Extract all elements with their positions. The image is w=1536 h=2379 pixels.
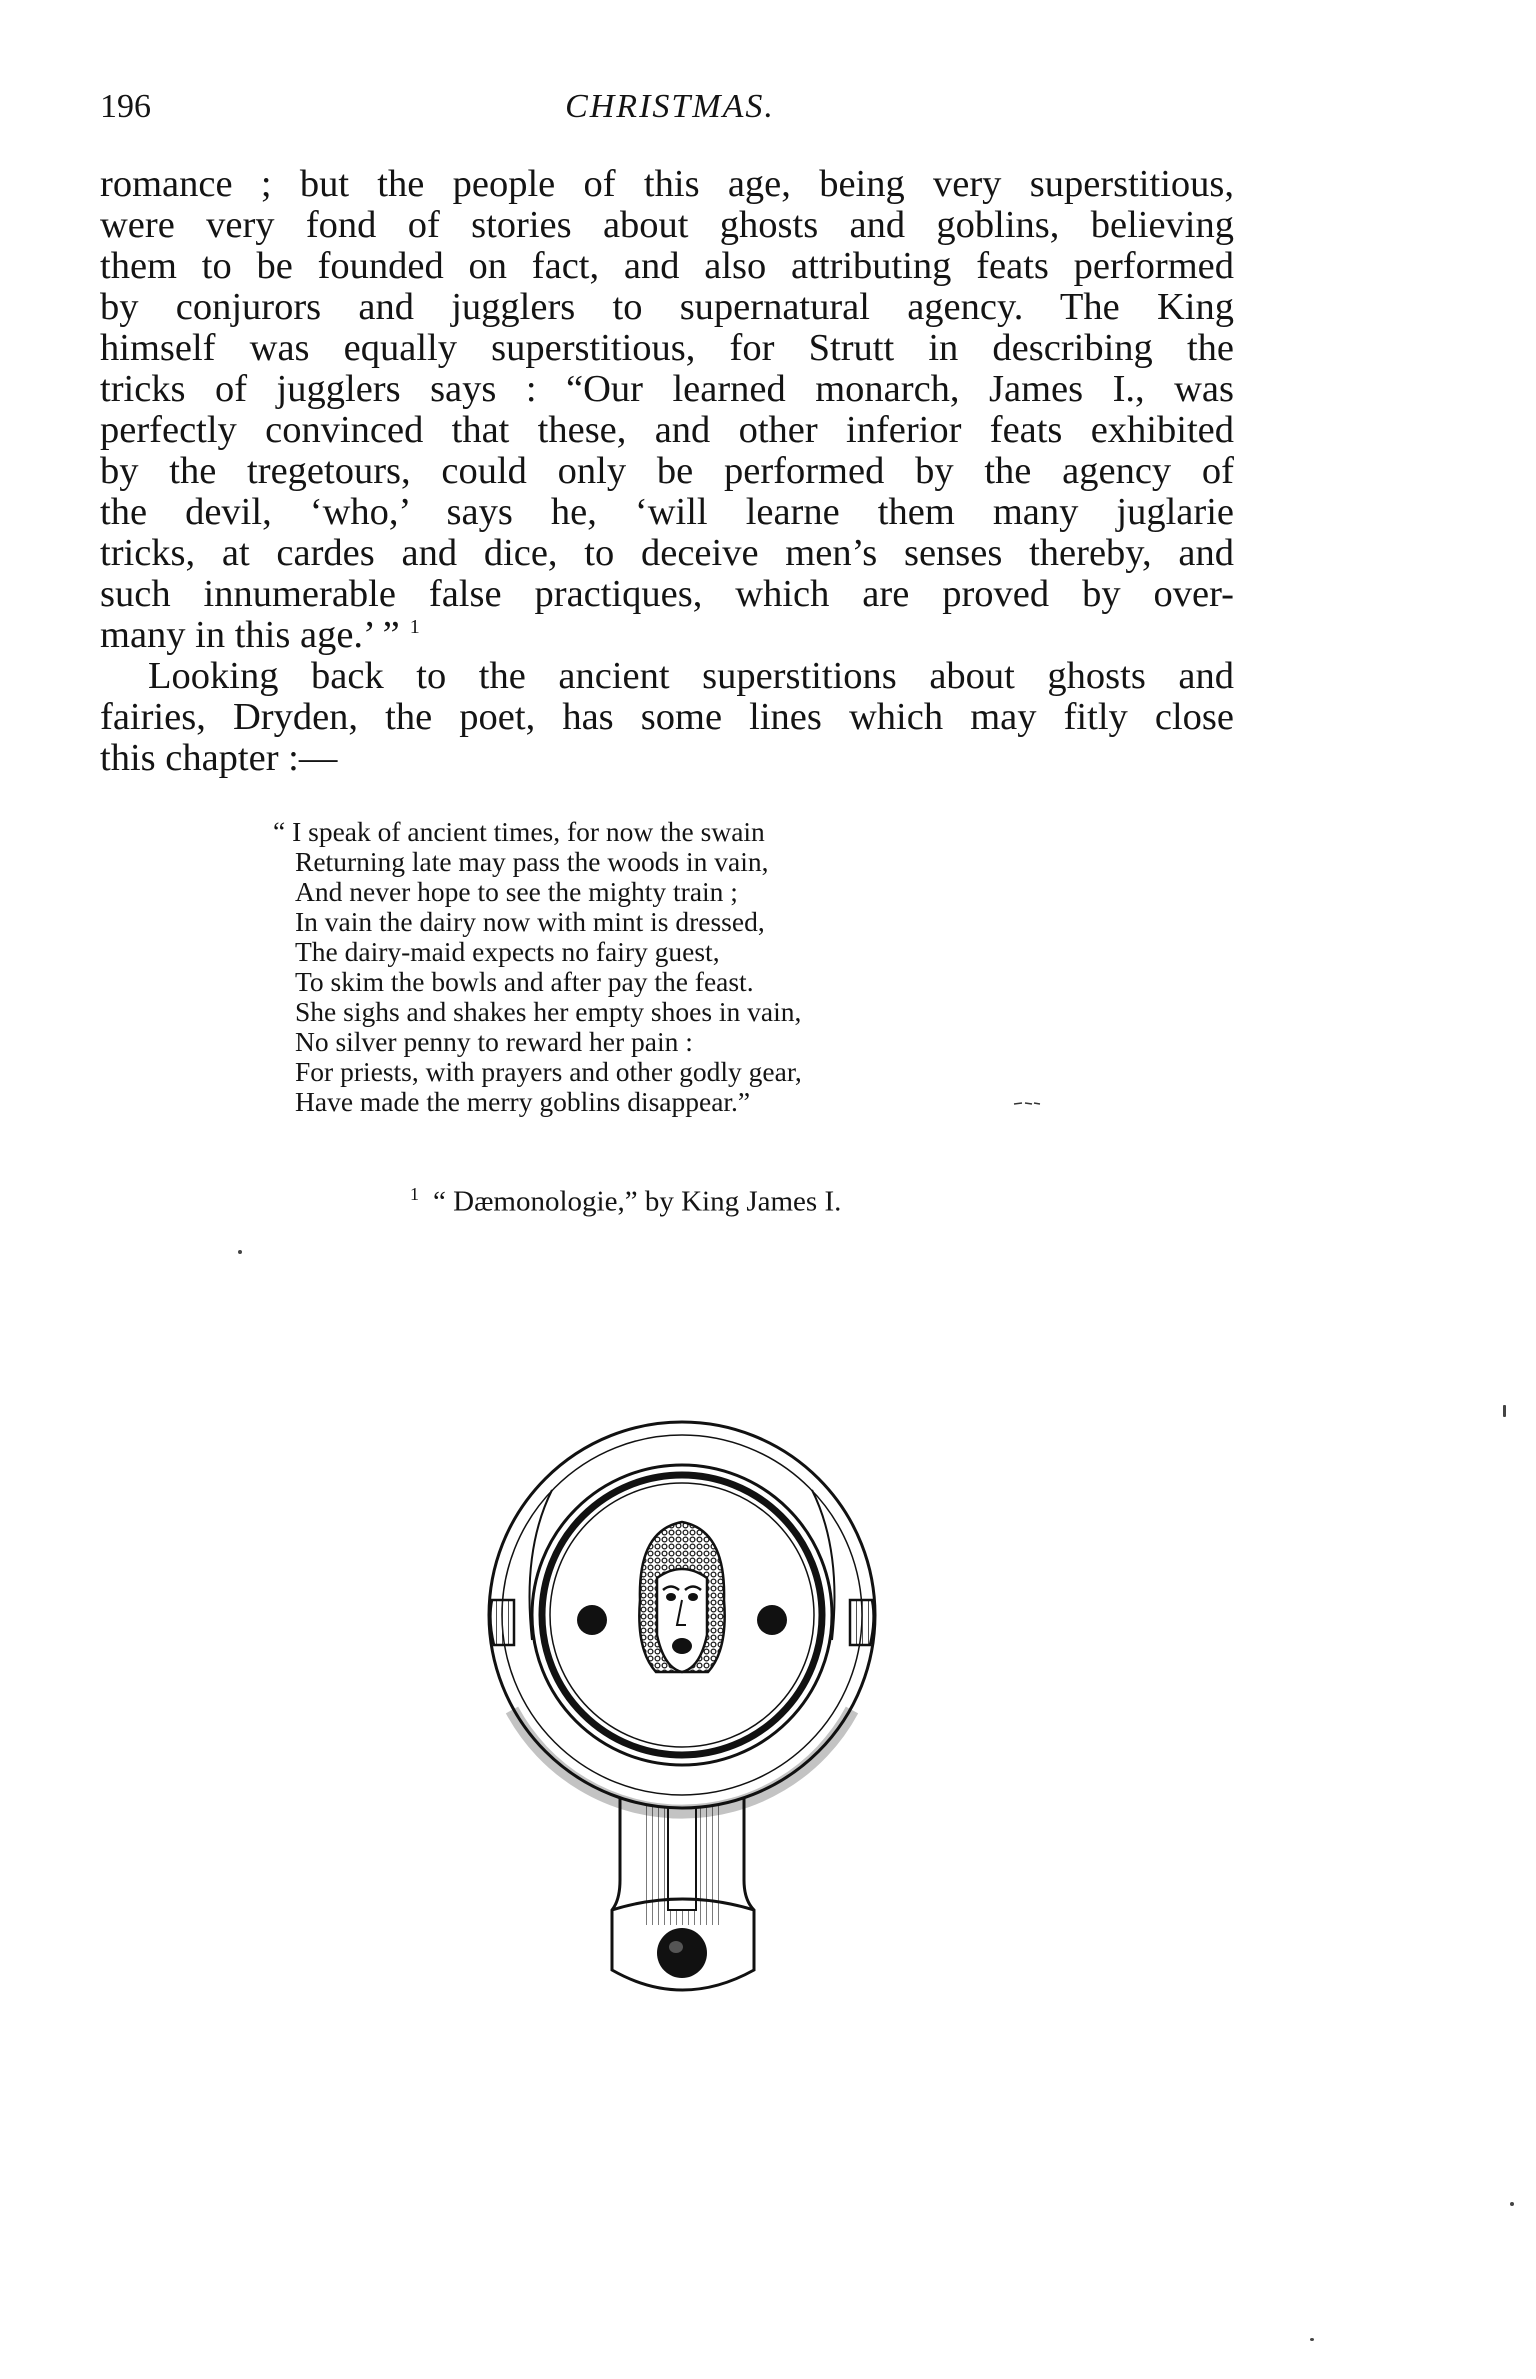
page-number: 196 [100, 88, 151, 125]
theatre-mask-icon [639, 1522, 724, 1672]
footnote-reference[interactable]: 1 [409, 616, 420, 639]
body-line: Looking back to the ancient superstitions about ghosts and [148, 655, 1234, 697]
poem-line: And never hope to see the mighty train ; [295, 876, 738, 907]
print-speck [1310, 2338, 1314, 2341]
poem-line: In vain the dairy now with mint is dressed, [295, 906, 765, 937]
body-line: perfectly convinced that these, and other inferior feats exhibited [100, 409, 1234, 451]
body-line-text: many in this age.’ ” [100, 614, 400, 656]
body-line-with-footnote [100, 615, 1234, 656]
body-line: tricks of jugglers says : “Our learned monarch, James I., was [100, 368, 1234, 410]
poem-line: “ I speak of ancient times, for now the swain [273, 816, 765, 847]
poem-line: For priests, with prayers and other godly gear, [295, 1056, 802, 1087]
footnote-number: 1 [410, 1184, 419, 1204]
body-line: himself was equally superstitious, for Strutt in describing the [100, 327, 1234, 369]
stray-ink-mark [1012, 1098, 1042, 1108]
oil-lamp-illustration [472, 1410, 892, 2010]
body-line: them to be founded on fact, and also attributing feats performed [100, 245, 1234, 287]
footnote-text: “ Dæmonologie,” by King James I. [433, 1185, 842, 1218]
poem-line: To skim the bowls and after pay the feast. [295, 966, 754, 997]
footnote [410, 1184, 841, 1219]
body-line: this chapter :— [100, 737, 338, 779]
running-title: CHRISTMAS. [565, 88, 775, 125]
print-speck [1510, 2202, 1514, 2206]
print-speck [238, 1250, 242, 1254]
poem-line: No silver penny to reward her pain : [295, 1026, 693, 1057]
page-header [100, 88, 1240, 138]
body-line: romance ; but the people of this age, being very superstitious, [100, 163, 1234, 205]
body-paragraphs [100, 164, 1234, 779]
poem-line: Have made the merry goblins disappear.” [295, 1086, 751, 1117]
body-line: by conjurors and jugglers to supernatural agency. The King [100, 286, 1234, 328]
body-line: fairies, Dryden, the poet, has some lines which may fitly close [100, 696, 1234, 738]
poem-line: She sighs and shakes her empty shoes in vain, [295, 996, 802, 1027]
body-line: such innumerable false practiques, which are proved by over- [100, 573, 1234, 615]
poem-line: Returning late may pass the woods in vain, [295, 846, 769, 877]
body-line: tricks, at cardes and dice, to deceive men’s senses thereby, and [100, 532, 1234, 574]
body-line: the devil, ‘who,’ says he, ‘will learne them many juglarie [100, 491, 1234, 533]
print-speck [1503, 1405, 1506, 1417]
body-line: were very fond of stories about ghosts and goblins, believing [100, 204, 1234, 246]
quoted-poem [273, 816, 1055, 1117]
poem-line: The dairy-maid expects no fairy guest, [295, 936, 720, 967]
body-line: by the tregetours, could only be performed by the agency of [100, 450, 1234, 492]
